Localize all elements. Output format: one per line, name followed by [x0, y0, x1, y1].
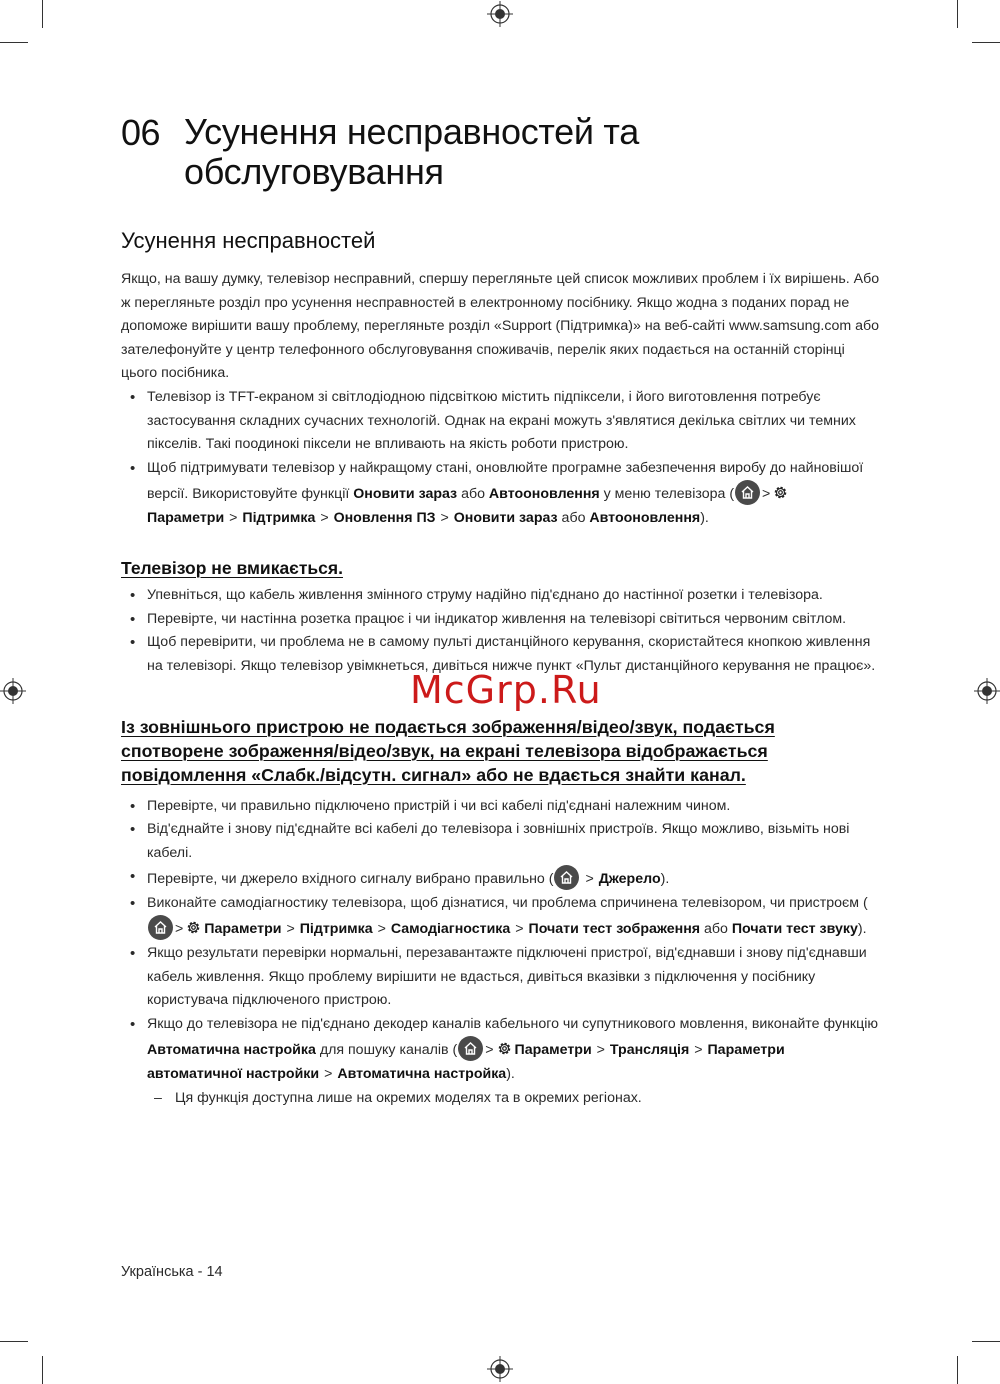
list-item: • Щоб перевірити, чи проблема не в самому пульті дистанційного керування, скористайтеся кнопкою живлення на телевізорі. Якщо телевізор увімкнеться, дивіться нижче пункт «Пульт дистанційного керування не працює».: [121, 631, 881, 678]
list-item: • Перевірте, чи джерело вхідного сигналу вибрано правильно ( > Джерело).: [121, 865, 881, 892]
crop-mark: [0, 42, 28, 43]
registration-mark-bottom: [487, 1356, 513, 1382]
crop-mark: [42, 0, 43, 28]
list-item: • Щоб підтримувати телевізор у найкращому стані, оновлюйте програмне забезпечення виробу до найновішої версії. Використовуйте функції Оновити зараз або Автооновлення у меню телевізора ( > Параметри > Підтримка > Оновлення ПЗ > Оновити зараз або Автооновлення).: [121, 457, 881, 531]
registration-mark-right: [974, 678, 1000, 704]
crop-mark: [972, 42, 1000, 43]
gear-icon: [185, 919, 202, 936]
chapter-heading: [121, 112, 744, 192]
crop-mark: [972, 1341, 1000, 1342]
tv-off-heading: Телевізор не вмикається.: [121, 557, 343, 578]
watermark: McGrp.Ru: [410, 668, 602, 712]
crop-mark: [957, 0, 958, 28]
external-device-bullet-list: [121, 795, 881, 1087]
tv-off-bullet-list: [121, 584, 881, 678]
crop-mark: [0, 1341, 28, 1342]
list-item: • Упевніться, що кабель живлення змінного струму надійно під'єднано до настінної розетки і телевізора.: [121, 584, 881, 608]
list-item: • Якщо результати перевірки нормальні, перезавантажте підключені пристрої, від'єднавши і знову під'єднавши кабель живлення. Якщо проблему вирішити не вдасться, дивіться вказівки з підключення у посібнику користувача підключеного пристрою.: [121, 942, 881, 1013]
external-device-heading: Із зовнішнього пристрою не подається зображення/відео/звук, подається спотворене зображення/відео/звук, на екрані телевізора відображається повідомлення «Слабк./відсутн. сигнал» або не вдається знайти канал.: [121, 716, 775, 785]
intro-bullet-list: [121, 386, 881, 531]
list-item: • Телевізор із TFT-екраном зі світлодіодною підсвіткою містить підпіксели, і його виготовлення потребує застосування складних сучасних технологій. Однак на екрані можуть з'являтися декілька світлих чи темних пікселів. Такі поодинокі піксели не впливають на якість роботи пристрою.: [121, 386, 881, 457]
section-title: Усунення несправностей: [121, 228, 376, 253]
list-item: • Якщо до телевізора не під'єднано декодер каналів кабельного чи супутникового мовлення, виконайте функцію Автоматична настройка для пошуку каналів ( > Параметри > Трансляція > Параметри автоматичної настройки > Автоматична настройка).: [121, 1013, 881, 1087]
registration-mark-top: [487, 1, 513, 27]
list-item: • Від'єднайте і знову під'єднайте всі кабелі до телевізора і зовнішніх пристроїв. Якщо можливо, візьміть нові кабелі.: [121, 818, 881, 865]
home-icon: [554, 865, 579, 890]
gear-icon: [496, 1040, 513, 1057]
crop-mark: [42, 1356, 43, 1384]
gear-icon: [772, 484, 789, 501]
registration-mark-left: [0, 678, 26, 704]
list-item: • Перевірте, чи правильно підключено пристрій і чи всі кабелі під'єднані належним чином.: [121, 795, 881, 819]
intro-paragraph: Якщо, на вашу думку, телевізор несправний, спершу перегляньте цей список можливих проблем і їх вирішень. Або ж перегляньте розділ про усунення несправностей в електронному посібнику. Якщо жодна з поданих порад не допоможе вирішити вашу проблему, перегляньте розділ «Support (Підтримка)» на веб-сайті www.samsung.com або зателефонуйте у центр телефонного обслуговування споживачів, перелік яких подається на останній сторінці цього посібника.: [121, 271, 880, 382]
list-item: • Виконайте самодіагностику телевізора, щоб дізнатися, чи проблема спричинена телевізором, чи пристроєм ( > Параметри > Підтримка > Самодіагностика > Почати тест зображення або Почати тест звуку).: [121, 892, 881, 942]
list-item: • Перевірте, чи настінна розетка працює і чи індикатор живлення на телевізорі світиться червоним світлом.: [121, 608, 881, 632]
crop-mark: [957, 1356, 958, 1384]
arrow-separator: >: [762, 486, 771, 503]
home-icon: [735, 480, 760, 505]
page-footer: Українська - 14: [121, 1264, 223, 1280]
sub-note: – Ця функція доступна лише на окремих моделях та в окремих регіонах.: [154, 1089, 642, 1106]
chapter-title: Усунення несправностей та обслуговування: [184, 111, 639, 192]
home-icon: [458, 1036, 483, 1061]
home-icon: [148, 915, 173, 940]
chapter-number: 06: [121, 112, 161, 153]
